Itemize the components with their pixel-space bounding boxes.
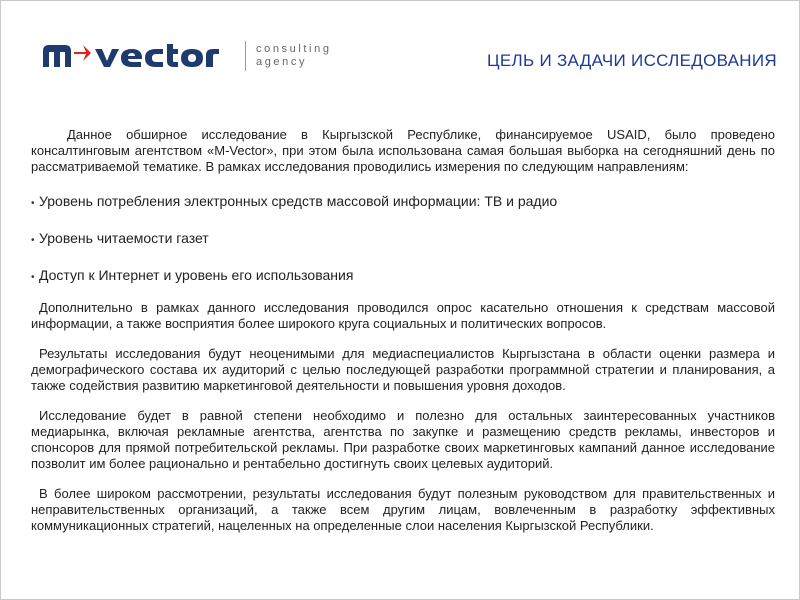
bullet-icon: • <box>31 198 35 209</box>
main-content <box>31 127 775 534</box>
bullet-icon: • <box>31 272 35 283</box>
list-item <box>31 267 775 286</box>
m-vector-logo-mark <box>41 41 237 71</box>
page-title: ЦЕЛЬ И ЗАДАЧИ ИССЛЕДОВАНИЯ <box>487 51 777 70</box>
bullet-icon: • <box>31 235 35 246</box>
logo-divider <box>245 41 246 71</box>
intro-paragraph: Данное обширное исследование в Кыргызской Республике, финансируемое USAID, было проведено консалтинговым агентством «M-Vector», при этом была использована самая большая выборка на сегодняшний день по рассматриваемой тематике. В рамках исследования проводились измерения по следующим направлениям: <box>31 127 775 174</box>
list-item <box>31 230 775 249</box>
logo-tagline-line2: agency <box>256 56 308 68</box>
body-paragraph: В более широком рассмотрении, результаты исследования будут полезным руководством для правительственных и неправительственных организаций, а также всем другим лицам, вовлеченным в разработку эффективных коммуникационных стратегий, нацеленных на определенные слои населения Кыргызской Республики. <box>31 486 775 533</box>
company-logo <box>41 39 332 73</box>
body-paragraph: Результаты исследования будут неоценимыми для медиаспециалистов Кыргызстана в области оценки размера и демографического состава их аудиторий с целью последующей разработки программной стратегии и планирования, а также содействия развитию маркетинговой деятельности и повышения уровня доходов. <box>31 346 775 393</box>
list-item <box>31 193 775 212</box>
logo-tagline <box>256 43 332 69</box>
bullet-text: Доступ к Интернет и уровень его использования <box>39 267 354 283</box>
bullet-text: Уровень читаемости газет <box>39 230 209 246</box>
body-paragraph: Дополнительно в рамках данного исследования проводился опрос касательно отношения к средствам массовой информации, а также восприятия более широкого круга социальных и политических вопросов. <box>31 300 775 331</box>
logo-tagline-line1: consulting <box>256 43 332 55</box>
bullet-text: Уровень потребления электронных средств массовой информации: ТВ и радио <box>39 193 558 209</box>
body-paragraph: Исследование будет в равной степени необходимо и полезно для остальных заинтересованных участников медиарынка, включая рекламные агентства, агентства по закупке и размещению средств рекламы, инвесторов и спонсоров для прямой потребительской рекламы. При разработке своих маркетинговых кампаний данное исследование позволит им более рационально и рентабельно достигнуть своих целевых аудиторий. <box>31 408 775 471</box>
